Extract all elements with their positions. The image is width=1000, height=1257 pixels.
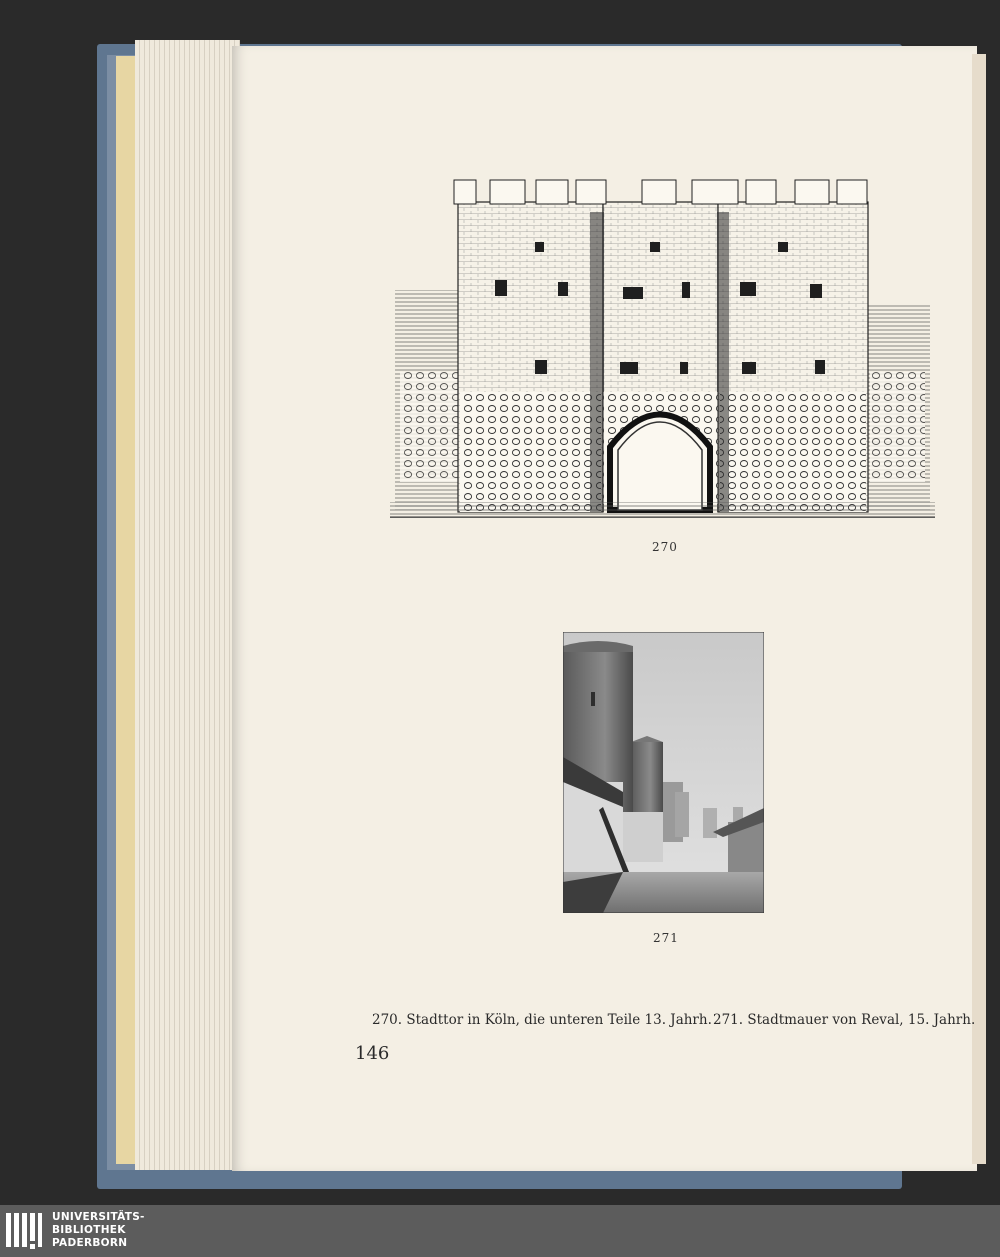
library-name-line-3: PADERBORN bbox=[52, 1237, 128, 1249]
figure-271-number: 271 bbox=[653, 931, 679, 945]
university-library-logo-icon bbox=[4, 1211, 44, 1251]
library-name-line-1: UNIVERSITÄTS- bbox=[52, 1211, 145, 1223]
figure-270-gate-drawing bbox=[390, 172, 935, 522]
page-number: 146 bbox=[355, 1043, 390, 1064]
figure-271-city-wall-photo bbox=[563, 632, 764, 913]
caption-figure-270: 270. Stadttor in Köln, die unteren Teile 13. Jahrh. bbox=[372, 1012, 712, 1028]
caption-figure-271: 271. Stadtmauer von Reval, 15. Jahrh. bbox=[713, 1012, 976, 1028]
figure-270-number: 270 bbox=[652, 540, 678, 554]
footer-bar bbox=[0, 1205, 1000, 1257]
page-edge bbox=[972, 54, 986, 1164]
page-stack bbox=[135, 40, 240, 1170]
library-name-line-2: BIBLIOTHEK bbox=[52, 1224, 126, 1236]
library-name bbox=[52, 1211, 145, 1250]
